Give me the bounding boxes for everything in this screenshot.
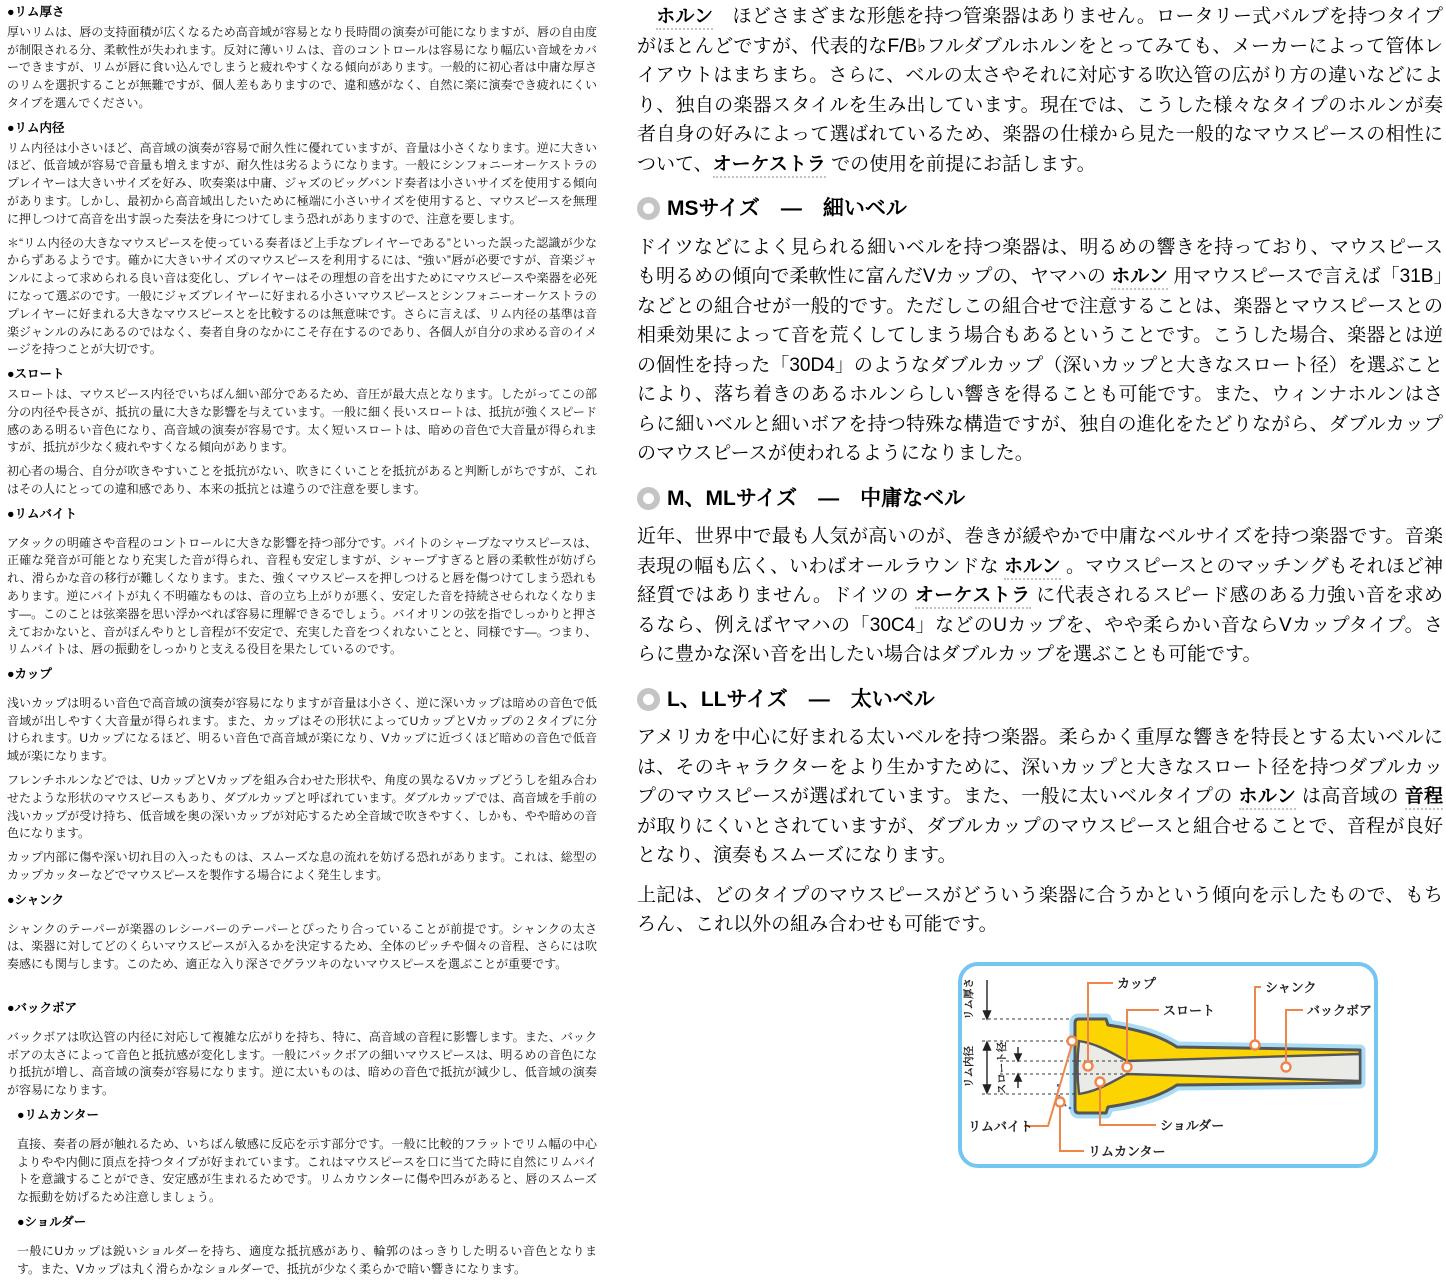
section-paragraph: シャンクのテーパーが楽器のレシーバーのテーパーとぴったり合っていることが前提です。シャンクの太さは、楽器に対してどのくらいマウスピースが入るかを決定するため、全体のピッチや個々の音程、さらには吹奏感にも関与します。このため、適正な入り深さでグラツキのないマウスピースを選ぶことが重要です。 (7, 921, 597, 972)
label-rim-bite: リムバイト (968, 1119, 1034, 1134)
section-paragraph: ＊“リム内径の大きなマウスピースを使っている奏者ほど上手なプレイヤーである”といった誤った認識が少なからずあるようです。確かに大きいサイズのマウスピースを利用するには、“強い”唇が必要ですが、音楽ジャンルによって求められる良い音は変化し、プレイヤーはその理想の音を出すためにマウスピースや楽器を必死になって選ぶのです。一般にジャズプレイヤーに好まれる小さいマウスピースとシンフォニーオーケストラのプレイヤーに好まれる大きなマウスピースとを比較するのは無意味です。さらに言えば、リム内径の基準は音楽ジャンルのみにあるのではなく、奏者自身のなかにこそ存在するのであり、各個人が自分の求める音のイメージを持つことが大切です。 (7, 235, 597, 357)
dimension-rim-inner-diameter: リム内径 (963, 1046, 975, 1088)
section-rim-thickness (7, 4, 597, 113)
intro-paragraph: ホルン ほどさまざまな形態を持つ管楽器はありません。ロータリー式バルブを持つタイプがほとんどですが、代表的なF/B♭フルダブルホルンをとってみても、メーカーによって管体レイアウトはまちまち。さらに、ベルの太さやそれに対応する吹込管の広がり方の違いなどにより、独自の楽器スタイルを生み出しています。現在では、こうした様々なタイプのホルンが奏者自身の好みによって選ばれているため、楽器の仕様から見た一般的なマウスピースの相性について、オーケストラ での使用を前提にお話します。 (637, 2, 1443, 179)
heading-ms-size (637, 194, 1443, 224)
section-paragraph: 直接、奏者の唇が触れるため、いちばん敏感に反応を示す部分です。一般に比較的フラットでリム幅の中心よりやや内側に頂点を持つタイプが好まれています。これはマウスピースを口に当てた時に自然にリムバイトを意識することができ、安定感が生まれるためです。リムカウンターに傷や凹みがあると、唇のスムーズな振動を妨げるため注意しましょう。 (17, 1136, 597, 1205)
section-cup (7, 666, 597, 885)
section-heading: ●シャンク (7, 892, 65, 907)
closing-paragraph: 上記は、どのタイプのマウスピースがどういう楽器に合うかという傾向を示したもので、もちろん、これ以外の組み合わせも可能です。 (637, 884, 1443, 935)
glossary-link[interactable]: ホルン (1239, 786, 1297, 810)
section-paragraph: バックボアは吹込管の内径に対応して複雑な広がりを持ち、特に、高音域の音程に影響します。また、バックボアの太さによって音色と抵抗感が変化します。一般にバックボアの細いマウスピースは、明るめの音色になり抵抗が増し、高音域の演奏が容易になります。逆に太いものは、暗めの音色で抵抗が減少し、低音域の演奏が容易になります。 (7, 1029, 597, 1098)
glossary-link[interactable]: ホルン (1111, 266, 1168, 290)
glossary-link[interactable]: 音程 (1405, 786, 1443, 810)
glossary-link[interactable]: オーケストラ (915, 585, 1031, 609)
section-throat (7, 366, 597, 499)
mouthpiece-diagram (958, 962, 1378, 1170)
label-rim-contour: リムカンター (1088, 1144, 1166, 1159)
section-paragraph: 浅いカップは明るい音色で高音域の演奏が容易になりますが音量は小さく、逆に深いカップは暗めの音色で低音域が出しやすく大音量が得られます。また、カップはその形状によってUカップとVカップの２タイプに分けられます。Uカップになるほど、明るい音色で高音域が楽になり、Vカップに近づくほど暗めの音色で低音域が楽になります。 (7, 695, 597, 764)
section-heading: ●スロート (7, 367, 65, 382)
section-heading: ●リム内径 (7, 120, 65, 135)
ring-bullet-icon (637, 688, 660, 711)
ring-bullet-icon (637, 487, 660, 510)
section-shank (7, 892, 597, 974)
heading-m-ml-size (637, 484, 1443, 514)
section-heading: ●リムバイト (7, 506, 78, 521)
section-shoulder (7, 1214, 597, 1278)
section-rim-contour (7, 1107, 597, 1207)
glossary-column (7, 4, 597, 1284)
section-paragraph: カップ内部に傷や深い切れ目の入ったものは、スムーズな息の流れを妨げる恐れがあります。これは、総型のカップカッターなどでマウスピースを製作する場合によく発生します。 (7, 850, 597, 883)
label-cup: カップ (1117, 976, 1156, 991)
section-rim-inner-diameter (7, 120, 597, 359)
glossary-link[interactable]: ホルン (656, 6, 713, 30)
label-backbore: バックボア (1307, 1003, 1373, 1018)
label-shank: シャンク (1265, 980, 1317, 995)
mouthpiece-cross-section (958, 962, 1378, 1170)
section-paragraph: 初心者の場合、自分が吹きやすいことを抵抗がない、吹きにくいことを抵抗があると判断しがちですが、これはその人にとっての違和感であり、本来の抵抗とは違うので注意を要します。 (7, 464, 597, 496)
m-ml-size-paragraph: 近年、世界中で最も人気が高いのが、巻きが緩やかで中庸なベルサイズを持つ楽器です。音楽表現の幅も広く、いわばオールラウンドな ホルン 。マウスピースとのマッチングもそれほど神経質ではありません。ドイツの オーケストラ に代表されるスピード感のある力強い音を求めるなら、例えばヤマハの「30C4」などのUカップを、やや柔らかい音ならVカップタイプ。さらに豊かな深い音を出したい場合はダブルカップを選ぶことも可能です。 (637, 526, 1444, 665)
heading-text: M、MLサイズ ― 中庸なベル (667, 486, 966, 510)
section-backbore (7, 1000, 597, 1100)
horn-article-column (637, 2, 1443, 950)
section-heading: ●リムカンター (17, 1108, 100, 1123)
dimension-throat-diameter: スロート径 (996, 1041, 1008, 1095)
l-ll-size-paragraph: アメリカを中心に好まれる太いベルを持つ楽器。柔らかく重厚な響きを特長とする太いベルには、そのキャラクターをより生かすために、深いカップと大きなスロート径を持つダブルカップのマウスピースが選ばれています。また、一般に太いベルタイプの ホルン は高音域の 音程 が取りにくいとされていますが、ダブルカップのマウスピースと組合せることで、音程が良好となり、演奏もスムーズになります。 (637, 727, 1443, 866)
section-paragraph: フレンチホルンなどでは、UカップとVカップを組み合わせた形状や、角度の異なるVカップどうしを組み合わせたような形状のマウスピースもあり、ダブルカップと呼ばれています。ダブルカップでは、高音域を手前の浅いカップが受け持ち、低音域を奥の深いカップが対応するため全音域で吹きやすく、しかも、やや暗めの音色になります。 (7, 773, 597, 841)
section-heading: ●カップ (7, 667, 52, 682)
section-paragraph: 厚いリムは、唇の支持面積が広くなるため高音域が容易となり長時間の演奏が可能になりますが、唇の自由度が制限される分、柔軟性が失われます。反対に薄いリムは、音のコントロールは容易になり幅広い音域をカバーできますが、リムが唇に食い込んでしまうと疲れやすくなる傾向があります。一般的に初心者は中庸な厚さのリムを選択することが無難ですが、個人差もありますので、違和感がなく、自然に楽に演奏でき疲れにくいタイプを選んでください。 (7, 24, 597, 110)
dimension-rim-thickness: リム厚さ (963, 978, 975, 1020)
glossary-link[interactable]: ホルン (1004, 556, 1061, 580)
section-heading: ●バックボア (7, 1001, 78, 1016)
section-rim-bite (7, 506, 597, 659)
heading-text: L、LLサイズ ― 太いベル (667, 687, 935, 711)
label-shoulder: ショルダー (1160, 1118, 1225, 1133)
heading-l-ll-size (637, 685, 1443, 715)
heading-text: MSサイズ ― 細いベル (667, 197, 907, 220)
section-paragraph: リム内径は小さいほど、高音域の演奏が容易で耐久性に優れていますが、音量は小さくなります。逆に大きいほど、低音域が容易で音量も増えますが、耐久性は劣るようになります。一般にシンフォニーオーケストラのプレイヤーは大きいサイズを好み、吹奏楽は中庸、ジャズのビッグバンド奏者は小さいサイズを使用する傾向があります。しかし、最初から高音域出したいために極端に小さいサイズを使用すると、マウスピースを無理に押しつけて高音を出す誤った奏法を身につけてしまう恐れがありますので、注意を要します。 (7, 140, 597, 226)
section-paragraph: アタックの明確さや音程のコントロールに大きな影響を持つ部分です。バイトのシャープなマウスピースは、正確な発音が可能となり充実した音が得られ、音程も安定しますが、シャープすぎると唇の柔軟性が妨げられ、滑らかな音の移行が難しくなります。また、強くマウスピースを押しつけると唇を傷つけてしまう恐れもあります。逆にバイトが丸く不明確なものは、音の立ち上がりが悪く、安定した音を持続させられなくなります―。このことは弦楽器を思い浮かべれば容易に理解できるでしょう。バイオリンの弦を指でしっかりと押さえておかないと、音がぼんやりとし音程が不安定で、充実した音をつくれないことと、同様です―。つまり、リムバイトは、唇の振動をしっかりと支える役目を果たしているのです。 (7, 535, 597, 657)
glossary-link[interactable]: オーケストラ (713, 154, 826, 178)
section-paragraph: 一般にUカップは鋭いショルダーを持ち、適度な抵抗感があり、輪郭のはっきりした明るい音色となります。また、Vカップは丸く滑らかなショルダーで、抵抗が少なく柔らかで暗い響きになります。 (17, 1243, 597, 1276)
section-paragraph: スロートは、マウスピース内径でいちばん細い部分であるため、音圧が最大点となります。したがってこの部分の内径や長さが、抵抗の量に大きな影響を与えています。一般に細く長いスロートは、抵抗が強くスピード感のある明るい音色になり、高音域の演奏が容易です。太く短いスロートは、暗めの音色で大音量が得られますが、抵抗が少なく疲れやすくなる傾向があります。 (7, 386, 597, 455)
section-heading: ●ショルダー (17, 1215, 87, 1230)
section-heading: ●リム厚さ (7, 5, 65, 19)
label-throat: スロート (1163, 1003, 1216, 1018)
ms-size-paragraph: ドイツなどによく見られる細いベルを持つ楽器は、明るめの響きを持っており、マウスピースも明るめの傾向で柔軟性に富んだVカップの、ヤマハの ホルン 用マウスピースで言えば「31B」などとの組合せが一般的です。ただしこの組合せで注意することは、楽器とマウスピースとの相乗効果によって音を荒くしてしまう場合もあるということです。こうした場合、楽器とは逆の個性を持った「30D4」のようなダブルカップ（深いカップと大きなスロート径）を選ぶことにより、落ち着きのあるホルンらしい響きを得ることも可能です。また、ウィンナホルンはさらに細いベルと細いボアを持つ特殊な構造ですが、独自の進化をたどりながら、ダブルカップのマウスピースが使われるようになりました。 (637, 236, 1444, 464)
ring-bullet-icon (637, 197, 660, 220)
